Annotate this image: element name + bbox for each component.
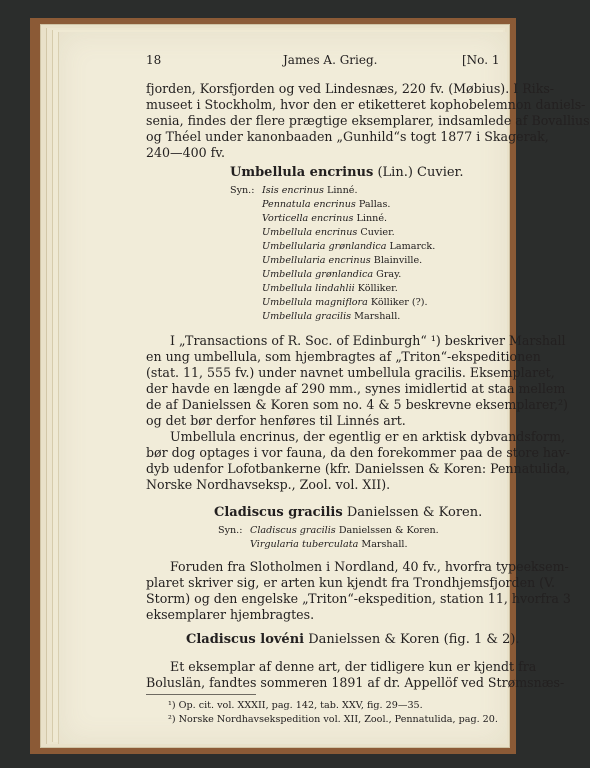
- text-line: en ung umbellula, som hjembragtes af „Triton“-ekspeditionen: [146, 349, 541, 364]
- synonym: Umbellularia encrinus Blainville.: [262, 255, 423, 266]
- species-author: Danielssen & Koren.: [346, 505, 483, 520]
- text-line: (stat. 11, 555 fv.) under navnet umbellula gracilis. Eksemplaret,: [146, 365, 555, 380]
- syn-label: Syn.:: [218, 525, 243, 536]
- issue-number: [No. 1: [462, 53, 500, 67]
- footnote: ¹) Op. cit. vol. XXXII, pag. 142, tab. XXV, fig. 29—35.: [168, 700, 423, 711]
- running-title: James A. Grieg.: [283, 53, 378, 67]
- text-line: fjorden, Korsfjorden og ved Lindesnæs, 220 fv. (Møbius). I Riks-: [146, 81, 555, 96]
- footnote-rule: [146, 694, 256, 695]
- text-line: senia, findes der flere prægtige eksemplarer, indsamlede af Bovallius: [146, 113, 590, 128]
- text-line: de af Danielssen & Koren som no. 4 & 5 beskrevne eksemplarer,²): [146, 397, 568, 412]
- text-line: museet i Stockholm, hvor den er etiketteret kophobelemnon daniels-: [146, 97, 586, 112]
- synonym: Vorticella encrinus Linné.: [262, 213, 388, 224]
- synonym: Cladiscus gracilis Danielssen & Koren.: [250, 525, 439, 536]
- text-line: Storm) og den engelske „Triton“-ekspedition, station 11, hvorfra 3: [146, 591, 571, 606]
- synonym: Umbellula magniflora Kölliker (?).: [262, 297, 428, 308]
- synonym: Umbellula gracilis Marshall.: [262, 311, 401, 322]
- species-author: (Lin.) Cuvier.: [377, 165, 464, 180]
- synonym: Pennatula encrinus Pallas.: [262, 199, 391, 210]
- text-line: Norske Nordhavseksp., Zool. vol. XII).: [146, 477, 391, 492]
- text-line: dyb udenfor Lofotbankerne (kfr. Danielssen & Koren: Pennatulida,: [146, 461, 570, 476]
- synonym: Isis encrinus Linné.: [262, 185, 358, 196]
- species-name: Cladiscus gracilis: [214, 505, 343, 520]
- syn-label: Syn.:: [230, 185, 255, 196]
- synonym: Umbellularia grønlandica Lamarck.: [262, 241, 436, 252]
- species-heading: [214, 505, 482, 520]
- synonym: Umbellula encrinus Cuvier.: [262, 227, 395, 238]
- text-line: eksemplarer hjembragtes.: [146, 607, 315, 622]
- species-name: Cladiscus lovéni: [186, 632, 305, 647]
- text-line: 240—400 fv.: [146, 145, 225, 160]
- text-line: I „Transactions of R. Soc. of Edinburgh“ ¹) beskriver Marshall: [170, 333, 566, 348]
- synonym: Umbellula grønlandica Gray.: [262, 269, 402, 280]
- synonym: Umbellula lindahlii Kölliker.: [262, 283, 398, 294]
- species-heading: [186, 632, 520, 647]
- species-author: Danielssen & Koren (fig. 1 & 2).: [308, 632, 520, 647]
- species-name: Umbellula encrinus: [230, 165, 374, 180]
- footnote: ²) Norske Nordhavsekspedition vol. XII, Zool., Pennatulida, pag. 20.: [168, 714, 498, 725]
- text-line: Umbellula encrinus, der egentlig er en arktisk dybvandsform,: [170, 429, 566, 444]
- text-line: Et eksemplar af denne art, der tidligere kun er kjendt fra: [170, 659, 537, 674]
- text-line: der havde en længde af 290 mm., synes imidlertid at staa mellem: [146, 381, 566, 396]
- text-line: plaret skriver sig, er arten kun kjendt fra Trondhjemsfjorden (V.: [146, 575, 555, 590]
- text-line: bør dog optages i vor fauna, da den forekommer paa de store hav-: [146, 445, 570, 460]
- species-heading: [230, 165, 463, 180]
- page-number: 18: [146, 53, 162, 67]
- synonym: Virgularia tuberculata Marshall.: [250, 539, 408, 550]
- text-line: Foruden fra Slotholmen i Nordland, 40 fv., hvorfra typeeksem-: [170, 559, 569, 574]
- text-line: Boluslän, fandtes sommeren 1891 af dr. Appellöf ved Strømsnæs-: [146, 675, 565, 690]
- text-line: og Théel under kanonbaaden „Gunhild“s togt 1877 i Skagerak,: [146, 129, 549, 144]
- text-line: og det bør derfor henføres til Linnés art.: [146, 413, 406, 428]
